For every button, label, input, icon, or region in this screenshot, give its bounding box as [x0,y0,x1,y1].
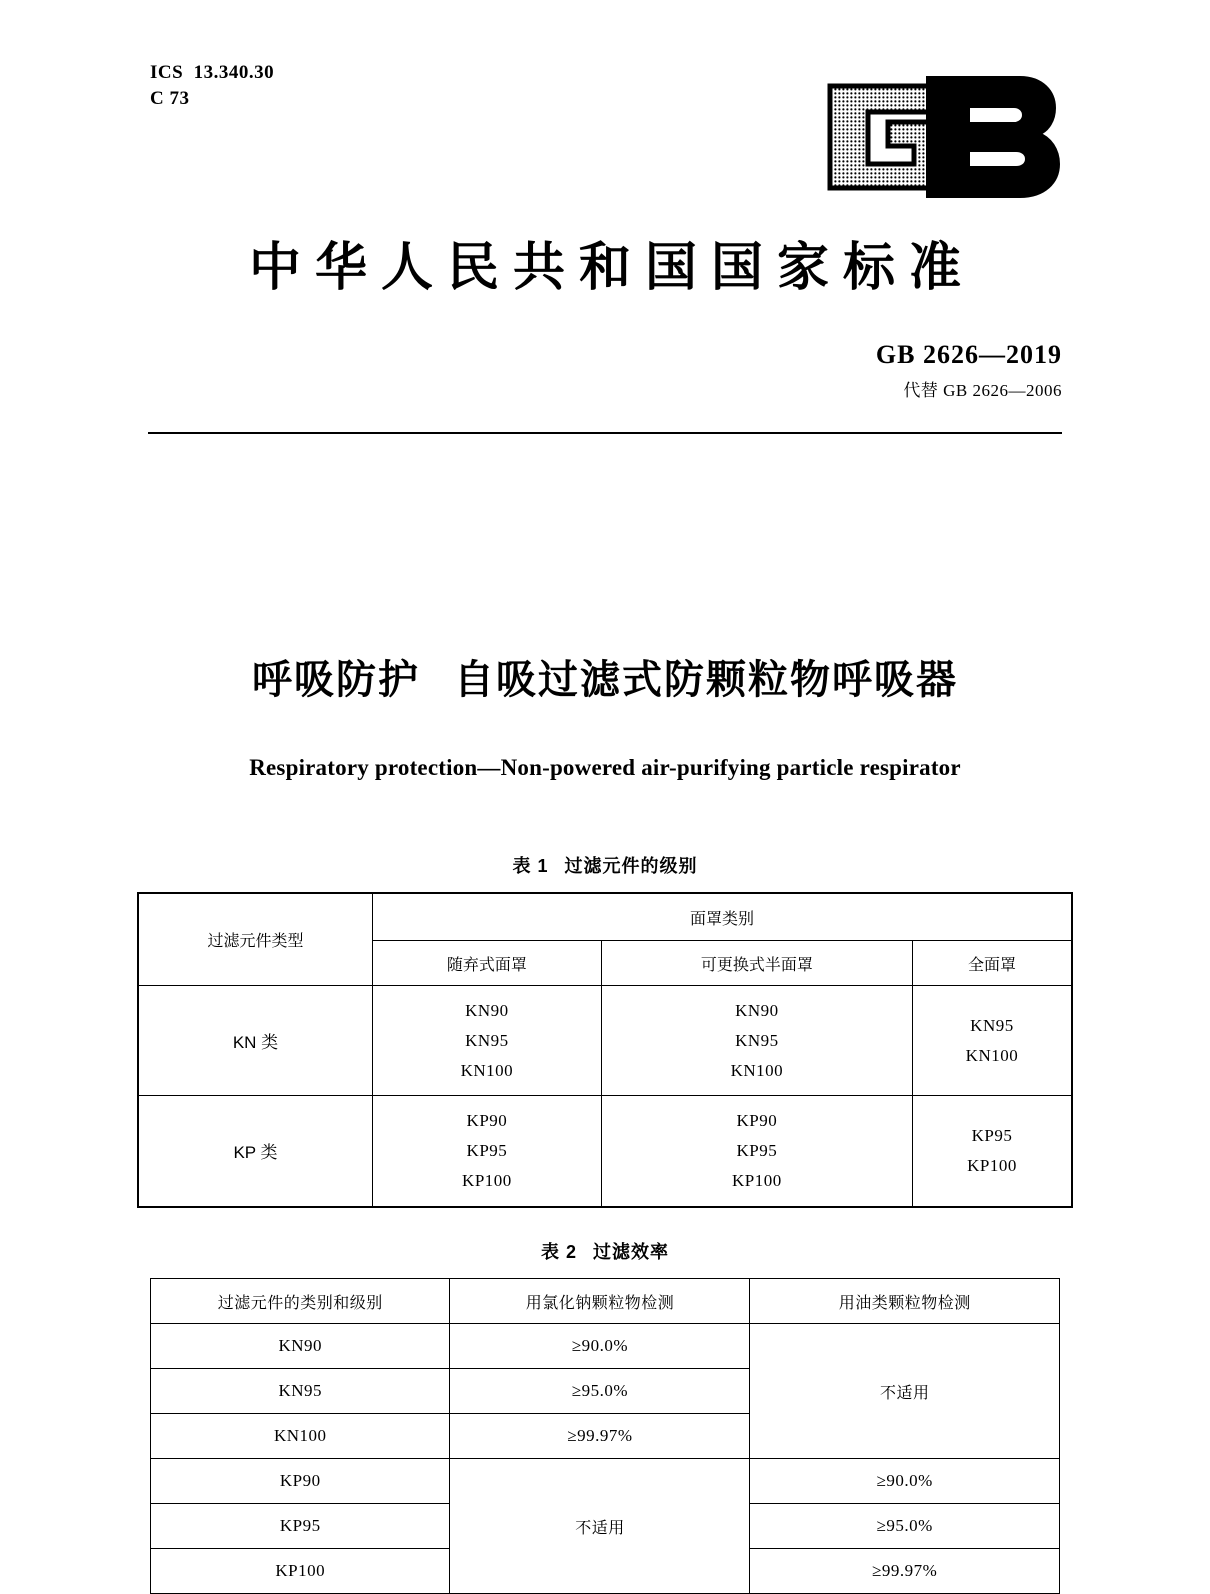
grade-value: KN95 [465,1030,509,1050]
table-2-grade-kp95: KP95 [151,1504,450,1549]
table-1-cell-kp-disposable [373,1096,602,1207]
ics-classification-block [150,60,274,111]
page-title-part2: 自吸过滤式防颗粒物呼吸器 [454,658,958,702]
table-1-header-type: 过滤元件类型 [138,893,373,986]
grade-value: KN95 [735,1030,779,1050]
table-1-cell-kp-half-mask [601,1096,912,1207]
table-2-oil-kn-na: 不适用 [750,1324,1060,1459]
table-2-nacl-kp-na: 不适用 [450,1459,750,1594]
table-1-section [137,852,1073,1208]
table-2-header-grade: 过滤元件的类别和级别 [151,1279,450,1324]
gb-logo [822,72,1062,202]
ccs-code: C 73 [150,87,190,109]
grade-value: KN90 [465,1001,509,1020]
table-2-grade-kp100: KP100 [151,1549,450,1594]
page-title [0,648,1210,705]
table-2-grade-kn90: KN90 [151,1324,450,1369]
grade-value: KP95 [736,1141,778,1160]
grade-value: KP95 [466,1141,508,1160]
table-1-caption [137,852,1073,878]
table-1-caption-label: 表 1 [512,856,549,876]
table-1-subheader-disposable: 随弃式面罩 [373,941,602,986]
table-2-grade-kp90: KP90 [151,1459,450,1504]
replaces-standard: 代替 GB 2626—2006 [903,381,1062,400]
table-row [138,1096,1072,1207]
table-2-caption [150,1238,1060,1264]
table-1-subheader-half-mask: 可更换式半面罩 [601,941,912,986]
table-2-nacl-kn95: ≥95.0% [450,1369,750,1414]
table-2-nacl-kn90: ≥90.0% [450,1324,750,1369]
filter-element-grade-table [137,892,1073,1208]
table-2-oil-kp90: ≥90.0% [750,1459,1060,1504]
table-1-row-label-kp: KP 类 [138,1096,373,1207]
ics-number: ICS 13.340.30 [150,62,275,83]
grade-value: KN100 [965,1045,1019,1065]
table-1-caption-text: 过滤元件的级别 [564,856,698,876]
table-1-subheader-full-mask: 全面罩 [912,941,1072,986]
table-row [151,1324,1060,1369]
table-2-header-oil: 用油类颗粒物检测 [750,1279,1060,1324]
grade-value: KP100 [732,1170,782,1190]
table-2-grade-kn100: KN100 [151,1414,450,1459]
national-standard-title: 中华人民共和国国家标准 [248,239,975,297]
grade-value: KN100 [460,1060,514,1080]
grade-value: KP90 [466,1111,508,1131]
table-2-header-nacl: 用氯化钠颗粒物检测 [450,1279,750,1324]
table-2-caption-text: 过滤效率 [593,1242,669,1262]
header-divider [148,432,1062,434]
table-1-cell-kn-full-mask [912,986,1072,1096]
table-row [151,1279,1060,1324]
grade-value: KP100 [462,1170,512,1190]
table-2-caption-label: 表 2 [540,1242,577,1262]
standard-number-block [876,340,1062,401]
grade-value: KN95 [970,1015,1014,1035]
grade-value: KP90 [736,1111,778,1131]
table-1-row-label-kn: KN 类 [138,986,373,1096]
grade-value: KN100 [730,1060,784,1080]
standard-number: GB 2626—2019 [875,340,1062,369]
page-title-english: Respiratory protection—Non-powered air-purifying particle respirator [249,755,961,780]
page-title-part1: 呼吸防护 [252,658,420,702]
table-2-oil-kp95: ≥95.0% [750,1504,1060,1549]
grade-value: KP95 [971,1126,1013,1146]
grade-value: KP100 [967,1155,1017,1175]
grade-value: KN90 [735,1001,779,1020]
table-1-cell-kn-disposable [373,986,602,1096]
table-row [138,986,1072,1096]
table-1-cell-kn-half-mask [601,986,912,1096]
table-2-grade-kn95: KN95 [151,1369,450,1414]
table-2-oil-kp100: ≥99.97% [750,1549,1060,1594]
table-2-nacl-kn100: ≥99.97% [450,1414,750,1459]
table-row [138,893,1072,941]
table-1-cell-kp-full-mask [912,1096,1072,1207]
table-row [151,1459,1060,1504]
table-1-header-group: 面罩类别 [373,893,1073,941]
filtration-efficiency-table [150,1278,1060,1594]
table-2-section [150,1238,1060,1594]
